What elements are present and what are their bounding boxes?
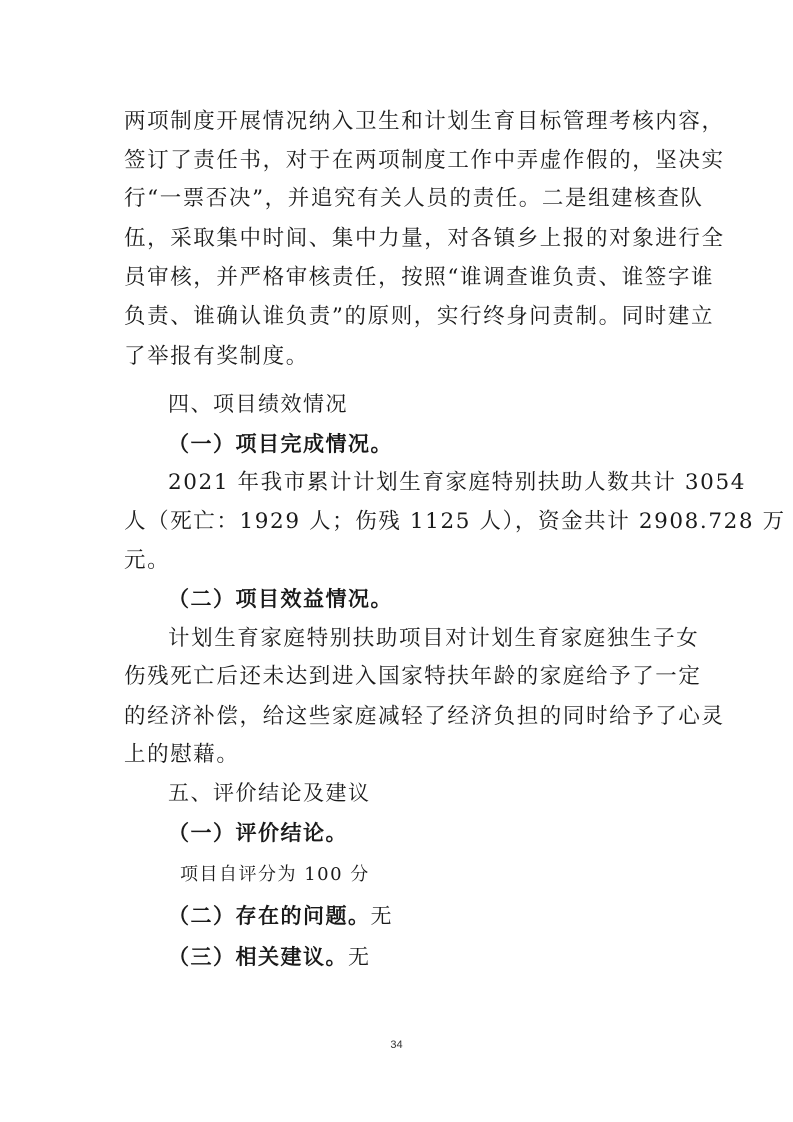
paragraph-line: 人（死亡：1929 人；伤残 1125 人），资金共计 2908.728 万 [124, 509, 786, 534]
paragraph-line: 计划生育家庭特别扶助项目对计划生育家庭独生子女 [168, 626, 700, 651]
self-evaluation-score: 项目自评分为 100 分 [180, 864, 370, 885]
paragraph-line: 了举报有奖制度。 [124, 344, 309, 369]
paragraph-line: 2021 年我市累计计划生育家庭特别扶助人数共计 3054 [168, 470, 747, 495]
paragraph-line: 员审核，并严格审核责任，按照“谁调查谁负责、谁签字谁 [124, 265, 715, 290]
paragraph-line: 签订了责任书，对于在两项制度工作中弄虚作假的，坚决实 [124, 148, 725, 173]
subsection-title: （三）相关建议。 [168, 945, 348, 969]
paragraph-line: 的经济补偿，给这些家庭减轻了经济负担的同时给予了心灵 [124, 704, 725, 729]
paragraph-line: 行“一票否决”，并追究有关人员的责任。二是组建核查队 [124, 186, 704, 211]
subsection-heading: （二）项目效益情况。 [168, 587, 393, 611]
subsection-heading: （一）项目完成情况。 [168, 432, 393, 456]
section-heading: 四、项目绩效情况 [168, 392, 348, 416]
subsection-heading [168, 942, 371, 972]
subsection-value: 无 [348, 945, 371, 969]
subsection-title: （二）存在的问题。 [168, 904, 371, 928]
subsection-heading [168, 901, 393, 931]
page-number: 34 [390, 1039, 403, 1051]
paragraph-line: 伤残死亡后还未达到进入国家特扶年龄的家庭给予了一定 [124, 664, 702, 689]
paragraph-line: 上的慰藉。 [124, 742, 240, 767]
section-heading: 五、评价结论及建议 [168, 781, 371, 805]
subsection-value: 无 [370, 904, 393, 928]
paragraph-line: 伍，采取集中时间、集中力量，对各镇乡上报的对象进行全 [124, 226, 725, 251]
paragraph-line: 两项制度开展情况纳入卫生和计划生育目标管理考核内容， [124, 109, 725, 134]
paragraph-line: 元。 [124, 548, 171, 573]
paragraph-line: 负责、谁确认谁负责”的原则，实行终身问责制。同时建立 [124, 304, 715, 329]
subsection-heading: （一）评价结论。 [168, 821, 348, 845]
